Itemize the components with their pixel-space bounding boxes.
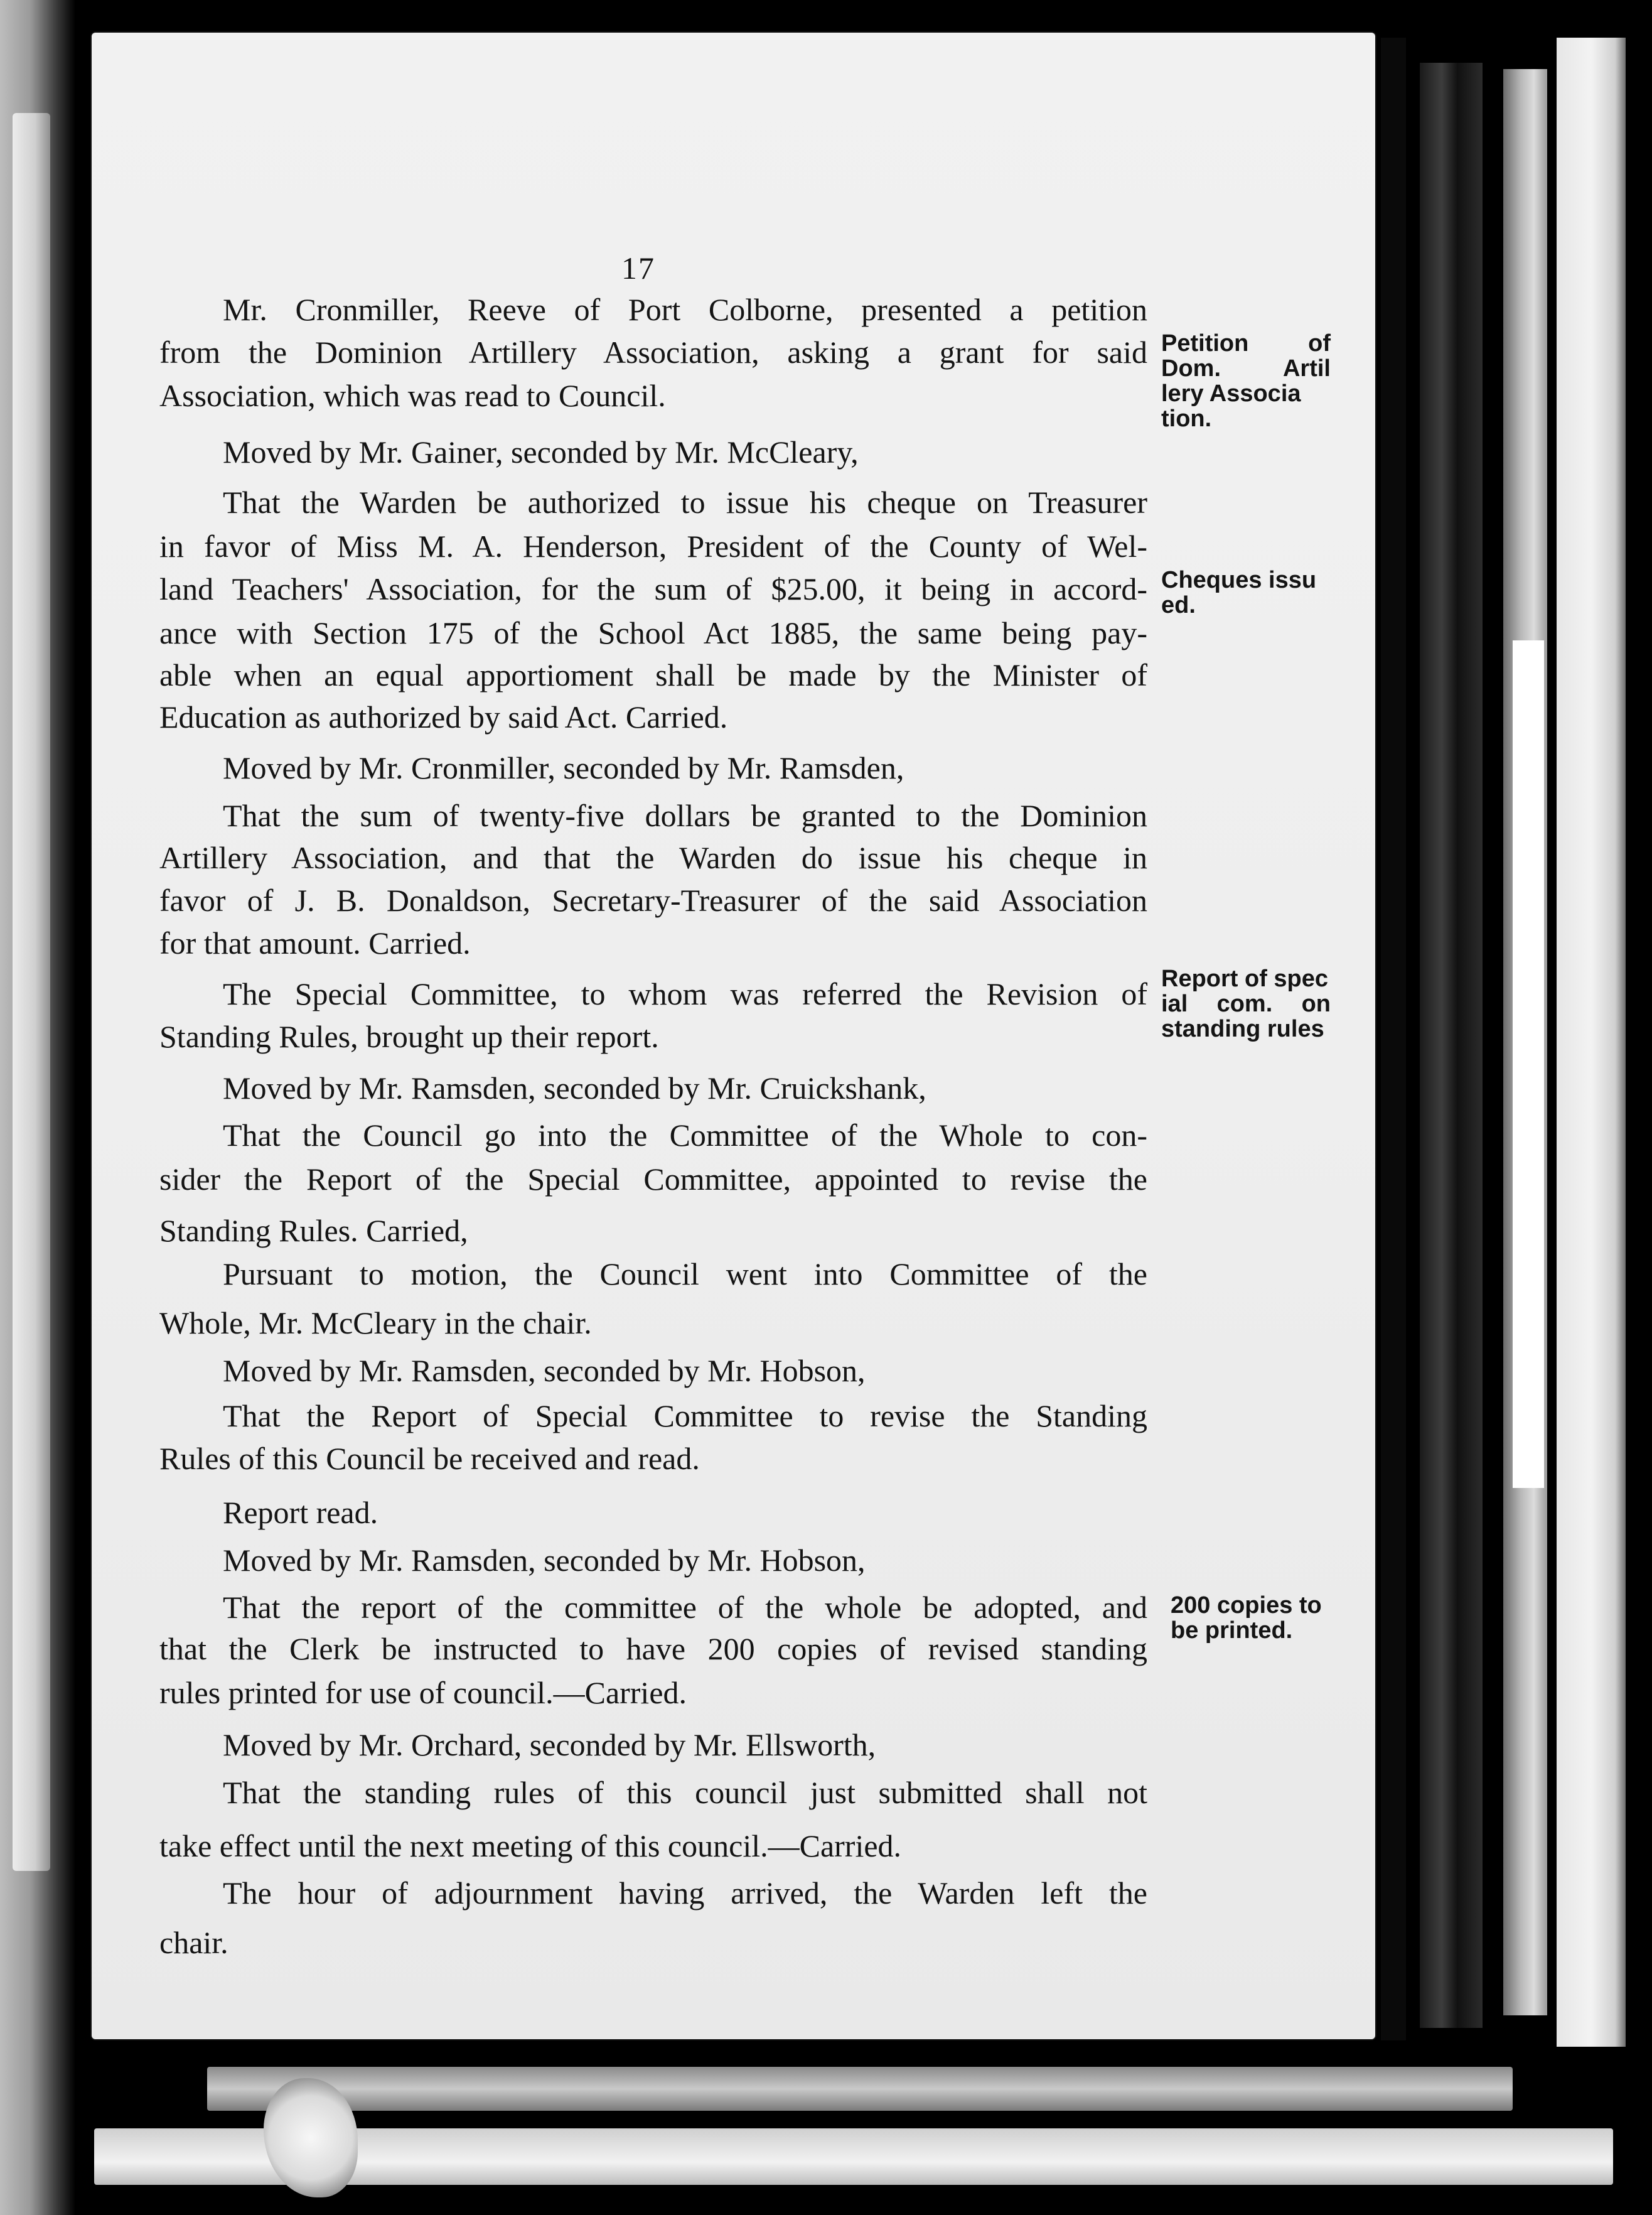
text-line: Whole, Mr. McCleary in the chair.	[159, 1305, 592, 1340]
text-line: Mr. Cronmiller, Reeve of Port Colborne, presented a petition	[223, 292, 1147, 327]
text-line: from the Dominion Artillery Association, asking a grant for said	[159, 335, 1147, 370]
margin-note-line: Dom. Artil	[1161, 355, 1331, 382]
text-line: That the Warden be authorized to issue his cheque on Treasurer	[223, 485, 1147, 520]
margin-note-line: ed.	[1161, 591, 1196, 618]
text-line: Association, which was read to Council.	[159, 378, 666, 413]
text-line: take effect until the next meeting of this council.—Carried.	[159, 1828, 902, 1863]
text-line: That the standing rules of this council just submitted shall not	[223, 1775, 1147, 1810]
text-line: Standing Rules, brought up their report.	[159, 1019, 659, 1054]
text-line: that the Clerk be instructed to have 200 copies of revised standing	[159, 1631, 1147, 1666]
page-number: 17	[621, 251, 655, 286]
text-line: ance with Section 175 of the School Act 1885, the same being pay-	[159, 615, 1147, 650]
margin-note-line: Report of spec	[1161, 966, 1329, 992]
margin-note-cheques	[1161, 568, 1331, 618]
text-line: Pursuant to motion, the Council went into Committee of the	[223, 1256, 1147, 1291]
margin-note-report	[1161, 967, 1331, 1042]
text-line: That the report of the committee of the whole be adopted, and	[223, 1590, 1147, 1625]
margin-note-line: Petition of	[1161, 330, 1331, 357]
text-line: The hour of adjournment having arrived, the Warden left the	[223, 1875, 1147, 1911]
text-line: Moved by Mr. Cronmiller, seconded by Mr. Ramsden,	[223, 750, 904, 785]
text-line: for that amount. Carried.	[159, 925, 471, 961]
text-line: land Teachers' Association, for the sum of $25.00, it being in accord-	[159, 571, 1147, 606]
text-line: Report read.	[223, 1495, 378, 1530]
margin-note-petition	[1161, 331, 1331, 432]
margin-note-line: standing rules	[1161, 1015, 1324, 1042]
text-line: The Special Committee, to whom was referred the Revision of	[223, 976, 1147, 1011]
text-line: That the Report of Special Committee to revise the Standing	[223, 1398, 1147, 1433]
text-line: That the Council go into the Committee of the Whole to con-	[223, 1118, 1147, 1153]
text-line: Standing Rules. Carried,	[159, 1213, 468, 1248]
text-line: Moved by Mr. Orchard, seconded by Mr. Ellsworth,	[223, 1727, 876, 1762]
text-line: Moved by Mr. Ramsden, seconded by Mr. Hobson,	[223, 1353, 866, 1388]
text-line: able when an equal apportioment shall be made by the Minister of	[159, 657, 1147, 693]
text-line: Moved by Mr. Ramsden, seconded by Mr. Hobson,	[223, 1543, 866, 1578]
margin-note-line: 200 copies to	[1171, 1592, 1322, 1619]
margin-note-line: tion.	[1161, 405, 1212, 432]
margin-note-copies	[1171, 1593, 1340, 1644]
text-line: chair.	[159, 1925, 228, 1960]
text-line: Artillery Association, and that the Warden do issue his cheque in	[159, 840, 1147, 875]
margin-note-line: ial com. on	[1161, 990, 1331, 1017]
text-line: Moved by Mr. Gainer, seconded by Mr. McCleary,	[223, 434, 859, 470]
text-line: in favor of Miss M. A. Henderson, President of the County of Wel-	[159, 529, 1147, 564]
text-line: That the sum of twenty-five dollars be granted to the Dominion	[223, 798, 1147, 833]
text-line: sider the Report of the Special Committee, appointed to revise the	[159, 1161, 1147, 1197]
text-line: rules printed for use of council.—Carried.	[159, 1675, 687, 1710]
text-line: Rules of this Council be received and read.	[159, 1441, 700, 1476]
margin-note-line: lery Associa	[1161, 380, 1301, 407]
margin-note-line: be printed.	[1171, 1617, 1293, 1644]
margin-note-line: Cheques issu	[1161, 567, 1317, 593]
text-line: Moved by Mr. Ramsden, seconded by Mr. Cruickshank,	[223, 1070, 926, 1106]
text-line: favor of J. B. Donaldson, Secretary-Treasurer of the said Association	[159, 883, 1147, 918]
text-line: Education as authorized by said Act. Carried.	[159, 699, 728, 735]
